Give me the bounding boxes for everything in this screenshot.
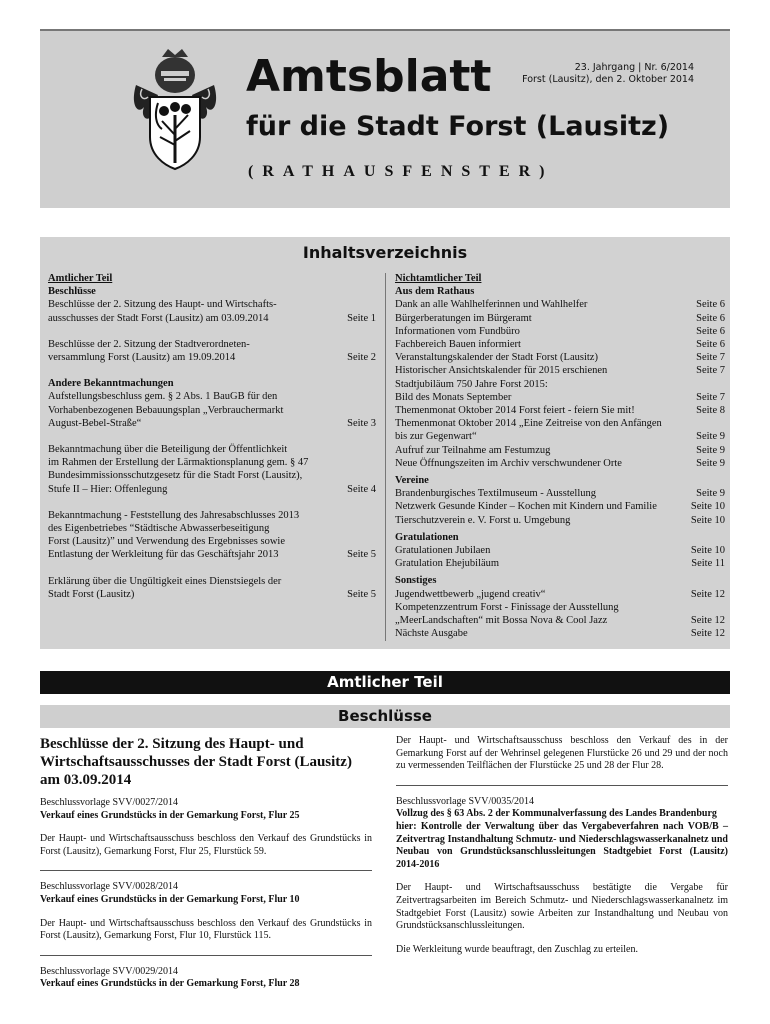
table-of-contents [40, 237, 730, 649]
toc-divider [385, 273, 386, 641]
toc-entry-text: Bild des Monats September [395, 391, 512, 403]
toc-entry-text: Brandenburgisches Textilmuseum - Ausstellung [395, 488, 596, 500]
masthead-title: Amtsblatt [246, 51, 492, 102]
toc-entry-text: Themenmonat Oktober 2014 „Eine Zeitreise von den Anfängen [395, 418, 662, 430]
toc-entry[interactable] [48, 338, 376, 364]
resolution-number: Beschlussvorlage SVV/0035/2014 [396, 795, 535, 807]
toc-section-gratulationen: Gratulationen [395, 531, 459, 543]
toc-page: Seite 10 [690, 501, 725, 513]
masthead [40, 29, 730, 208]
toc-page: Seite 2 [347, 352, 376, 364]
resolution-text: Der Haupt- und Wirtschaftsausschuss beschloss den Verkauf des Grundstücks in Forst (Lausitz), Gemarkung Forst, Flur 25, Flurstück 59. [40, 833, 372, 857]
toc-entry-text: bis zur Gegenwart“ [395, 431, 477, 443]
toc-entry[interactable] [395, 338, 725, 351]
toc-entry[interactable] [395, 627, 725, 640]
toc-page: Seite 9 [696, 431, 725, 443]
toc-page: Seite 11 [691, 558, 725, 570]
toc-section-beschluesse: Beschlüsse [48, 286, 96, 298]
toc-entry[interactable] [395, 391, 725, 404]
toc-entry-text: versammlung Forst (Lausitz) am 19.09.2014 [48, 352, 236, 364]
toc-entry-text: Nächste Ausgabe [395, 628, 468, 640]
toc-entry-text: Stadt Forst (Lausitz) [48, 588, 135, 600]
toc-page: Seite 7 [696, 352, 725, 364]
toc-left-column [48, 272, 376, 601]
resolution-number: Beschlussvorlage SVV/0028/2014 [40, 881, 179, 893]
toc-page: Seite 8 [696, 405, 725, 417]
toc-entry[interactable] [395, 487, 725, 500]
coat-of-arms-icon [128, 45, 222, 173]
toc-entry-text: Tierschutzverein e. V. Forst u. Umgebung [395, 514, 571, 526]
toc-page: Seite 7 [696, 365, 725, 377]
toc-entry[interactable] [48, 298, 376, 324]
section-bar-amtlich: Amtlicher Teil [40, 671, 730, 694]
toc-entry-text: ausschusses der Stadt Forst (Lausitz) am 03.09.2014 [48, 312, 269, 324]
toc-page: Seite 12 [690, 628, 725, 640]
toc-entry[interactable] [395, 444, 725, 457]
toc-entry[interactable] [395, 364, 725, 377]
toc-page: Seite 6 [696, 339, 725, 351]
toc-entry-text: Bundesimmissionsschutzgesetz für die Stadt Forst (Lausitz), [48, 470, 303, 482]
toc-entry-text: Themenmonat Oktober 2014 Forst feiert - feiern Sie mit! [395, 405, 635, 417]
toc-entry-text: Bekanntmachung - Feststellung des Jahresabschlusses 2013 [48, 509, 300, 521]
toc-page: Seite 6 [696, 299, 725, 311]
toc-entry[interactable] [395, 312, 725, 325]
toc-page: Seite 10 [690, 545, 725, 557]
toc-section-bekanntmachungen: Andere Bekanntmachungen [48, 378, 174, 390]
toc-entry-text: Historischer Ansichtskalender für 2015 erschienen [395, 365, 608, 377]
toc-entry-text: des Eigenbetriebes “Städtische Abwasserbeseitigung [48, 523, 270, 535]
toc-entry-text: Aufruf zur Teilnahme am Festumzug [395, 444, 551, 456]
toc-entry[interactable] [395, 588, 725, 601]
toc-entry[interactable] [48, 509, 376, 562]
toc-entry-text: Beschlüsse der 2. Sitzung des Haupt- und Wirtschafts- [48, 299, 277, 311]
toc-title: Inhaltsverzeichnis [302, 243, 468, 262]
toc-page: Seite 6 [696, 312, 725, 324]
toc-entry-text: August-Bebel-Straße“ [48, 417, 142, 429]
toc-entry-text: Informationen vom Fundbüro [395, 325, 520, 337]
toc-entry-text: Dank an alle Wahlhelferinnen und Wahlhelfer [395, 299, 588, 311]
toc-entry-text: Vorhabenbezogenen Bebauungsplan „Verbrauchermarkt [48, 404, 284, 416]
resolution-title: Verkauf eines Grundstücks in der Gemarkung Forst, Flur 10 [40, 893, 300, 905]
toc-page: Seite 5 [347, 588, 376, 600]
toc-entry[interactable] [48, 443, 376, 496]
toc-entry[interactable] [395, 298, 725, 311]
toc-page: Seite 6 [696, 325, 725, 337]
resolution-text: Der Haupt- und Wirtschaftsausschuss bestätigte die Vergabe für Zeitvertragsarbeiten im Bereich Schmutz- und Niederschlagswasserkanalnetz im Stadtgebiet Forst (Lausitz) sowie Arbeiten zur Instandhaltung und Neubau von Grundstücksanschlussleitungen. [396, 882, 728, 932]
toc-entry-text: Fachbereich Bauen informiert [395, 339, 521, 351]
toc-heading-nichtamtlich: Nichtamtlicher Teil [395, 273, 482, 284]
toc-page: Seite 1 [347, 312, 376, 324]
toc-entry-text: Jugendwettbewerb „jugend creativ“ [395, 588, 546, 600]
toc-page: Seite 4 [347, 483, 376, 495]
toc-entry-text: im Rahmen der Erstellung der Lärmaktionsplanung gem. § 47 [48, 457, 309, 469]
resolution-text: Der Haupt- und Wirtschaftsausschuss beschloss den Verkauf des in der Gemarkung Forst auf der Wehrinsel gelegenen Flurstücke 26 und 29 und der noch zu vermessenden Teilflächen der Flurstücke 25 und 28 der Flur 28. [396, 735, 728, 772]
toc-entry[interactable] [395, 544, 725, 557]
toc-entry[interactable] [395, 557, 725, 570]
toc-entry-text: Entlastung der Werkleitung für das Geschäftsjahr 2013 [48, 549, 279, 561]
resolution-text: Der Haupt- und Wirtschaftsausschuss beschloss den Verkauf des Grundstücks in Forst (Lausitz), Gemarkung Forst, Flur 10, Flurstück 115. [40, 917, 372, 942]
toc-entry-text: Bürgerberatungen im Bürgeramt [395, 312, 532, 324]
resolution-title: Verkauf eines Grundstücks in der Gemarkung Forst, Flur 28 [40, 978, 300, 990]
toc-right-column [395, 272, 725, 640]
toc-entry[interactable] [395, 325, 725, 338]
toc-page: Seite 9 [696, 444, 725, 456]
resolution-number: Beschlussvorlage SVV/0027/2014 [40, 797, 179, 808]
toc-section-vereine: Vereine [395, 475, 429, 487]
toc-entry-text: Neue Öffnungszeiten im Archiv verschwundener Orte [395, 457, 622, 469]
toc-page: Seite 12 [690, 588, 725, 600]
toc-page: Seite 3 [347, 417, 376, 429]
issue-info [522, 62, 694, 86]
toc-entry-text: Gratulationen Jubilaen [395, 545, 491, 557]
toc-entry-text: Beschlüsse der 2. Sitzung der Stadtverordneten- [48, 338, 250, 350]
article-column-left [40, 735, 372, 991]
toc-page: Seite 7 [696, 391, 725, 403]
issue-date: Forst (Lausitz), den 2. Oktober 2014 [522, 74, 694, 85]
toc-entry[interactable] [395, 457, 725, 470]
toc-entry-text: Stufe II – Hier: Offenlegung [48, 483, 168, 495]
toc-entry-text: Gratulation Ehejubiläum [395, 558, 500, 570]
article-column-right [396, 735, 728, 956]
toc-entry[interactable] [395, 417, 725, 443]
divider [40, 955, 372, 956]
divider [40, 870, 372, 871]
toc-page: Seite 10 [690, 514, 725, 526]
masthead-parenthetical: (RATHAUSFENSTER) [248, 163, 554, 180]
issue-number: 23. Jahrgang | Nr. 6/2014 [574, 62, 694, 73]
toc-page: Seite 5 [347, 549, 376, 561]
toc-subheading: Stadtjubiläum 750 Jahre Forst 2015: [395, 378, 548, 390]
section-bar-beschluesse: Beschlüsse [40, 705, 730, 728]
toc-entry-text: Kompetenzzentrum Forst - Finissage der Ausstellung [395, 601, 619, 613]
resolution-subtitle: hier: Kontrolle der Verwaltung über das Vergabeverfahren nach VOB/B – Zeitvertrag Instandhaltung Schmutz- und Niederschlagswasserkanalnetz und Neubau von Grundstücksanschlussleitungen Stadtgebiet Forst (Lausitz) 2014-2016 [396, 820, 728, 870]
toc-entry-text: Erklärung über die Ungültigkeit eines Dienstsiegels der [48, 575, 282, 587]
toc-section-sonstiges: Sonstiges [395, 575, 437, 587]
toc-entry-text: Bekanntmachung über die Beteiligung der Öffentlichkeit [48, 444, 288, 456]
toc-entry[interactable] [395, 514, 725, 527]
toc-entry-text: Netzwerk Gesunde Kinder – Kochen mit Kindern und Familie [395, 501, 657, 513]
toc-entry[interactable] [395, 500, 725, 513]
toc-entry[interactable] [395, 351, 725, 364]
toc-entry[interactable] [48, 390, 376, 430]
toc-section-rathaus: Aus dem Rathaus [395, 286, 475, 298]
resolution-number: Beschlussvorlage SVV/0029/2014 [40, 965, 179, 977]
masthead-subtitle: für die Stadt Forst (Lausitz) [246, 111, 670, 142]
toc-heading-amtlich: Amtlicher Teil [48, 273, 113, 284]
toc-entry[interactable] [48, 575, 376, 601]
resolution-title: Verkauf eines Grundstücks in der Gemarkung Forst, Flur 25 [40, 809, 300, 821]
toc-entry-text: Forst (Lausitz)” und Verwendung des Ergebnisses sowie [48, 536, 285, 548]
article-title: Beschlüsse der 2. Sitzung des Haupt- und Wirtschaftsausschusses der Stadt Forst (Lausitz) am 03.09.2014 [40, 736, 352, 788]
toc-page: Seite 9 [696, 488, 725, 500]
toc-entry-text: Aufstellungsbeschluss gem. § 2 Abs. 1 BauGB für den [48, 391, 278, 403]
resolution-text: Die Werkleitung wurde beauftragt, den Zuschlag zu erteilen. [396, 943, 638, 955]
toc-entry[interactable] [395, 601, 725, 627]
toc-entry-text: Veranstaltungskalender der Stadt Forst (Lausitz) [395, 352, 598, 364]
toc-page: Seite 9 [696, 457, 725, 469]
resolution-title: Vollzug des § 63 Abs. 2 der Kommunalverfassung des Landes Brandenburg [396, 808, 717, 820]
toc-page: Seite 12 [690, 615, 725, 627]
toc-entry[interactable] [395, 404, 725, 417]
toc-entry-text: „MeerLandschaften“ mit Bossa Nova & Cool Jazz [395, 615, 608, 627]
divider [396, 785, 728, 786]
